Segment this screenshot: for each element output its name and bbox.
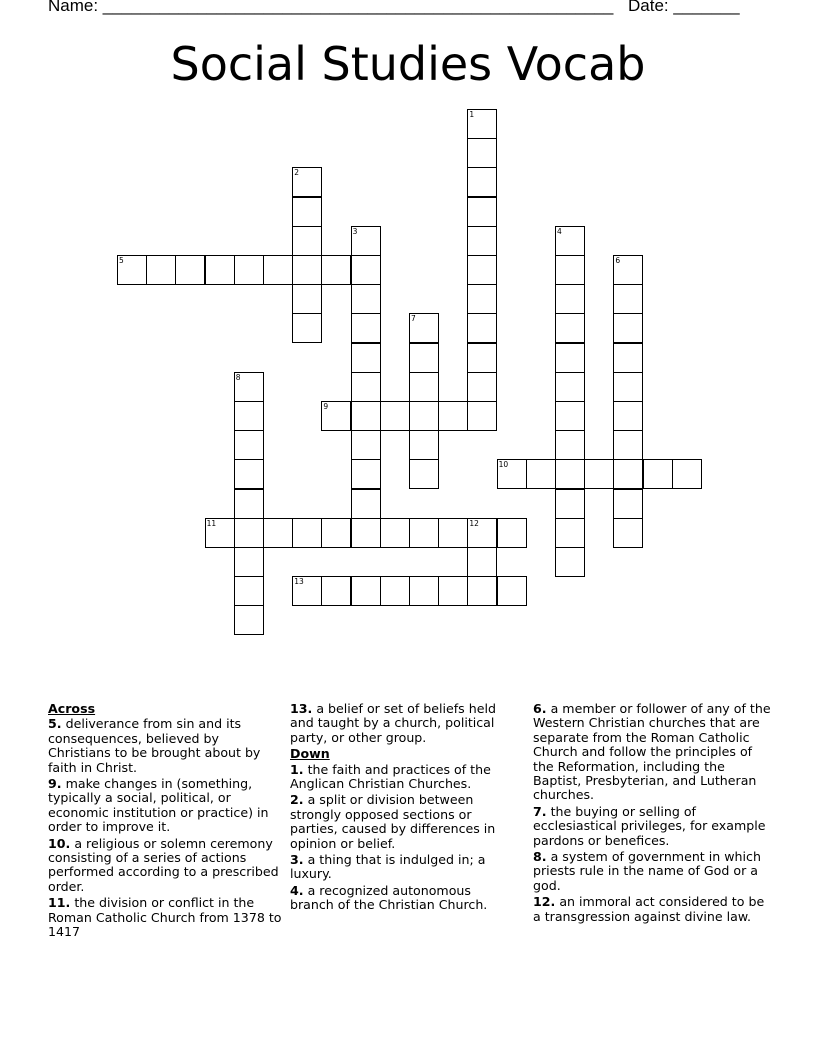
crossword-cell[interactable] — [497, 459, 527, 489]
across-clue: 9. make changes in (something, typically a social, political, or economic institution or practice) in order to improve it. — [48, 776, 269, 835]
clue-number: 9 — [323, 402, 329, 411]
down-clue: 12. an immoral act considered to be a transgression against divine law. — [533, 894, 765, 924]
crossword-cell[interactable] — [380, 576, 410, 606]
down-clue: 1. the faith and practices of the Anglican Christian Churches. — [290, 761, 491, 792]
crossword-cell[interactable] — [555, 401, 585, 431]
crossword-cell[interactable] — [613, 343, 643, 373]
crossword-cell[interactable] — [380, 401, 410, 431]
crossword-cell[interactable] — [409, 576, 439, 606]
crossword-cell[interactable] — [613, 459, 643, 489]
crossword-cell[interactable] — [351, 459, 381, 489]
crossword-cell[interactable] — [292, 576, 322, 606]
crossword-cell[interactable] — [321, 255, 351, 285]
crossword-cell[interactable] — [555, 547, 585, 577]
across-clue: 5. deliverance from sin and its consequences, believed by Christians to be brought about by faith in Christ. — [48, 716, 261, 775]
crossword-cell[interactable] — [497, 576, 527, 606]
crossword-cell[interactable] — [351, 255, 381, 285]
crossword-cell[interactable] — [351, 489, 381, 519]
crossword-cell[interactable] — [613, 313, 643, 343]
crossword-cell[interactable] — [555, 489, 585, 519]
name-field[interactable]: Name: ______________________________________________________ — [48, 0, 614, 15]
crossword-cell[interactable] — [409, 313, 439, 343]
crossword-cell[interactable] — [263, 518, 293, 548]
crossword-cell[interactable] — [234, 372, 264, 402]
crossword-cell[interactable] — [205, 518, 235, 548]
crossword-cell[interactable] — [555, 372, 585, 402]
crossword-cell[interactable] — [351, 284, 381, 314]
clue-number: 6 — [615, 256, 621, 265]
clue-column-3 — [533, 702, 773, 926]
crossword-cell[interactable] — [613, 430, 643, 460]
crossword-cell[interactable] — [467, 372, 497, 402]
crossword-cell[interactable] — [292, 197, 322, 227]
crossword-cell[interactable] — [467, 138, 497, 168]
crossword-cell[interactable] — [555, 284, 585, 314]
crossword-cell[interactable] — [409, 343, 439, 373]
crossword-cell[interactable] — [321, 576, 351, 606]
crossword-cell[interactable] — [175, 255, 205, 285]
clue-number: 3 — [352, 226, 358, 236]
crossword-cell[interactable] — [351, 343, 381, 373]
crossword-cell[interactable] — [292, 518, 322, 548]
crossword-cell[interactable] — [467, 284, 497, 314]
clue-number: 11 — [206, 518, 217, 528]
crossword-cell[interactable] — [351, 518, 381, 548]
clue-number: 2 — [294, 168, 299, 178]
crossword-cell[interactable] — [351, 401, 381, 431]
crossword-cell[interactable] — [467, 401, 497, 431]
crossword-cell[interactable] — [321, 518, 351, 548]
crossword-cell[interactable] — [613, 489, 643, 519]
crossword-cell[interactable] — [643, 459, 673, 489]
crossword-cell[interactable] — [438, 401, 468, 431]
crossword-cell[interactable] — [438, 518, 468, 548]
crossword-cell[interactable] — [380, 518, 410, 548]
crossword-cell[interactable] — [409, 430, 439, 460]
down-clue: 3. a thing that is indulged in; a luxury. — [290, 852, 486, 882]
crossword-cell[interactable] — [613, 401, 643, 431]
crossword-cell[interactable] — [467, 255, 497, 285]
clue-column-2 — [290, 702, 516, 915]
crossword-cell[interactable] — [438, 576, 468, 606]
crossword-cell[interactable] — [409, 372, 439, 402]
crossword-cell[interactable] — [234, 605, 264, 635]
crossword-cell[interactable] — [409, 401, 439, 431]
crossword-cell[interactable] — [555, 459, 585, 489]
crossword-cell[interactable] — [555, 518, 585, 548]
crossword-cell[interactable] — [555, 430, 585, 460]
down-clue: 7. the buying or selling of ecclesiastical privileges, for example pardons or benefices. — [533, 803, 766, 848]
crossword-cell[interactable] — [467, 197, 497, 227]
clue-number: 4 — [557, 226, 562, 236]
crossword-cell[interactable] — [234, 576, 264, 606]
crossword-cell[interactable] — [292, 313, 322, 343]
worksheet-header — [48, 0, 768, 22]
crossword-cell[interactable] — [409, 459, 439, 489]
crossword-cell[interactable] — [234, 430, 264, 460]
crossword-cell[interactable] — [263, 255, 293, 285]
clue-column-1 — [48, 702, 284, 942]
clue-number: 5 — [119, 256, 124, 265]
across-clue: 11. the division or conflict in the Roman Catholic Church from 1378 to 1417 — [48, 895, 282, 940]
crossword-cell[interactable] — [292, 167, 322, 197]
crossword-cell[interactable] — [467, 109, 497, 139]
clue-number: 13 — [294, 577, 304, 587]
crossword-cell[interactable] — [613, 284, 643, 314]
crossword-cell[interactable] — [146, 255, 176, 285]
crossword-cell[interactable] — [205, 255, 235, 285]
crossword-cell[interactable] — [467, 313, 497, 343]
crossword-cell[interactable] — [467, 518, 497, 548]
down-clue: 8. a system of government in which priests rule in the name of God or a god. — [533, 849, 761, 893]
crossword-cell[interactable] — [234, 459, 264, 489]
across-clue: 10. a religious or solemn ceremony consisting of a series of actions performed according to a prescribed order. — [48, 835, 279, 894]
down-heading: Down — [290, 746, 330, 762]
crossword-cell[interactable] — [351, 226, 381, 256]
crossword-cell[interactable] — [467, 226, 497, 256]
crossword-cell[interactable] — [351, 430, 381, 460]
crossword-cell[interactable] — [467, 576, 497, 606]
crossword-cell[interactable] — [351, 576, 381, 606]
crossword-cell[interactable] — [467, 547, 497, 577]
crossword-cell[interactable] — [467, 343, 497, 373]
crossword-cell[interactable] — [292, 255, 322, 285]
page-title: Social Studies Vocab — [170, 37, 646, 91]
crossword-cell[interactable] — [555, 343, 585, 373]
crossword-cell[interactable] — [292, 284, 322, 314]
crossword-cell[interactable] — [555, 313, 585, 343]
crossword-cell[interactable] — [234, 401, 264, 431]
clue-number: 1 — [469, 110, 475, 119]
crossword-cell[interactable] — [613, 518, 643, 548]
crossword-cell[interactable] — [292, 226, 322, 256]
across-clue: 13. a belief or set of beliefs held and taught by a church, political party, or other group. — [290, 701, 496, 745]
across-heading: Across — [48, 701, 96, 716]
crossword-cell[interactable] — [234, 255, 264, 285]
crossword-cell[interactable] — [321, 401, 351, 431]
clue-number: 7 — [411, 314, 416, 324]
down-clue: 2. a split or division between strongly opposed sections or parties, caused by differences in opinion or belief. — [290, 792, 496, 851]
clue-number: 12 — [469, 518, 479, 528]
crossword-cell[interactable] — [497, 518, 527, 548]
crossword-cell[interactable] — [234, 489, 264, 519]
crossword-cell[interactable] — [409, 518, 439, 548]
clue-number: 8 — [235, 372, 241, 382]
crossword-cell[interactable] — [234, 518, 264, 548]
down-clue: 4. a recognized autonomous branch of the Christian Church. — [290, 882, 488, 913]
crossword-cell[interactable] — [672, 459, 702, 489]
clue-number: 10 — [498, 460, 509, 470]
crossword-cell[interactable] — [613, 372, 643, 402]
crossword-cell[interactable] — [234, 547, 264, 577]
crossword-cell[interactable] — [467, 167, 497, 197]
crossword-cell[interactable] — [613, 255, 643, 285]
crossword-cell[interactable] — [555, 226, 585, 256]
date-field[interactable]: Date: _______ — [628, 0, 740, 15]
down-clue: 6. a member or follower of any of the Western Christian churches that are separate from the Roman Catholic Church and follow the principles of the Reformation, including the Baptist, Presbyterian, and Lutheran churches. — [533, 701, 771, 803]
crossword-cell[interactable] — [584, 459, 614, 489]
crossword-cell[interactable] — [351, 372, 381, 402]
crossword-cell[interactable] — [526, 459, 556, 489]
crossword-cell[interactable] — [117, 255, 147, 285]
crossword-cell[interactable] — [555, 255, 585, 285]
crossword-cell[interactable] — [351, 313, 381, 343]
